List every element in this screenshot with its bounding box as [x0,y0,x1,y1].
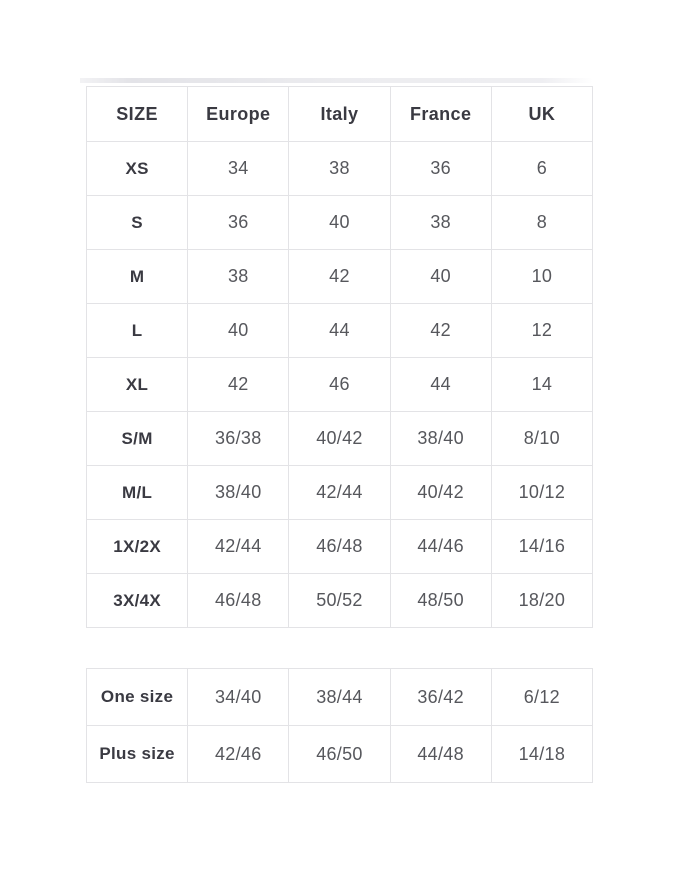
size-value-france: 44/48 [390,726,491,783]
size-value-italy: 46/48 [289,520,390,574]
size-value-europe: 42 [188,358,289,412]
size-value-europe: 38 [188,250,289,304]
column-header-france: France [390,87,491,142]
size-value-europe: 42/46 [188,726,289,783]
size-value-uk: 18/20 [491,574,592,628]
column-header-italy: Italy [289,87,390,142]
size-value-uk: 14 [491,358,592,412]
table-row-s-m [87,412,593,466]
size-value-uk: 8 [491,196,592,250]
size-value-europe: 34/40 [188,669,289,726]
size-value-italy: 42 [289,250,390,304]
table-row-l [87,304,593,358]
size-value-europe: 46/48 [188,574,289,628]
table-row-3x-4x [87,574,593,628]
size-value-italy: 38 [289,142,390,196]
size-value-italy: 40 [289,196,390,250]
size-value-europe: 40 [188,304,289,358]
size-value-italy: 46/50 [289,726,390,783]
size-value-uk: 8/10 [491,412,592,466]
size-label: M [87,250,188,304]
table-row-xs [87,142,593,196]
size-label: 1X/2X [87,520,188,574]
size-value-france: 40/42 [390,466,491,520]
size-value-france: 42 [390,304,491,358]
column-header-europe: Europe [188,87,289,142]
size-value-uk: 6/12 [491,669,592,726]
size-value-france: 38 [390,196,491,250]
column-header-uk: UK [491,87,592,142]
size-label: XS [87,142,188,196]
size-value-europe: 34 [188,142,289,196]
size-label: XL [87,358,188,412]
special-sizes-table [86,668,593,783]
size-table-header [87,87,593,142]
size-value-france: 36 [390,142,491,196]
size-value-france: 36/42 [390,669,491,726]
size-value-france: 44 [390,358,491,412]
size-value-uk: 14/18 [491,726,592,783]
size-label: Plus size [87,726,188,783]
cropped-previous-row-artifact [80,78,593,83]
size-label: S [87,196,188,250]
size-value-europe: 36/38 [188,412,289,466]
size-value-uk: 10 [491,250,592,304]
table-row-m [87,250,593,304]
size-value-france: 44/46 [390,520,491,574]
size-label: 3X/4X [87,574,188,628]
size-value-italy: 46 [289,358,390,412]
table-row-one-size [87,669,593,726]
table-row-1x-2x [87,520,593,574]
size-value-uk: 12 [491,304,592,358]
size-label: S/M [87,412,188,466]
column-header-size: SIZE [87,87,188,142]
size-value-italy: 44 [289,304,390,358]
table-row-xl [87,358,593,412]
size-value-italy: 42/44 [289,466,390,520]
size-label: L [87,304,188,358]
size-value-uk: 10/12 [491,466,592,520]
size-value-italy: 38/44 [289,669,390,726]
size-value-uk: 14/16 [491,520,592,574]
table-row-plus-size [87,726,593,783]
header-row [87,87,593,142]
size-conversion-table [86,86,593,628]
size-value-europe: 38/40 [188,466,289,520]
size-value-france: 38/40 [390,412,491,466]
table-row-m-l [87,466,593,520]
size-value-uk: 6 [491,142,592,196]
size-label: One size [87,669,188,726]
size-value-europe: 42/44 [188,520,289,574]
size-value-italy: 50/52 [289,574,390,628]
size-table-body [87,142,593,628]
size-value-europe: 36 [188,196,289,250]
size-label: M/L [87,466,188,520]
size-value-france: 48/50 [390,574,491,628]
size-value-italy: 40/42 [289,412,390,466]
table-row-s [87,196,593,250]
size-value-france: 40 [390,250,491,304]
special-sizes-body [87,669,593,783]
